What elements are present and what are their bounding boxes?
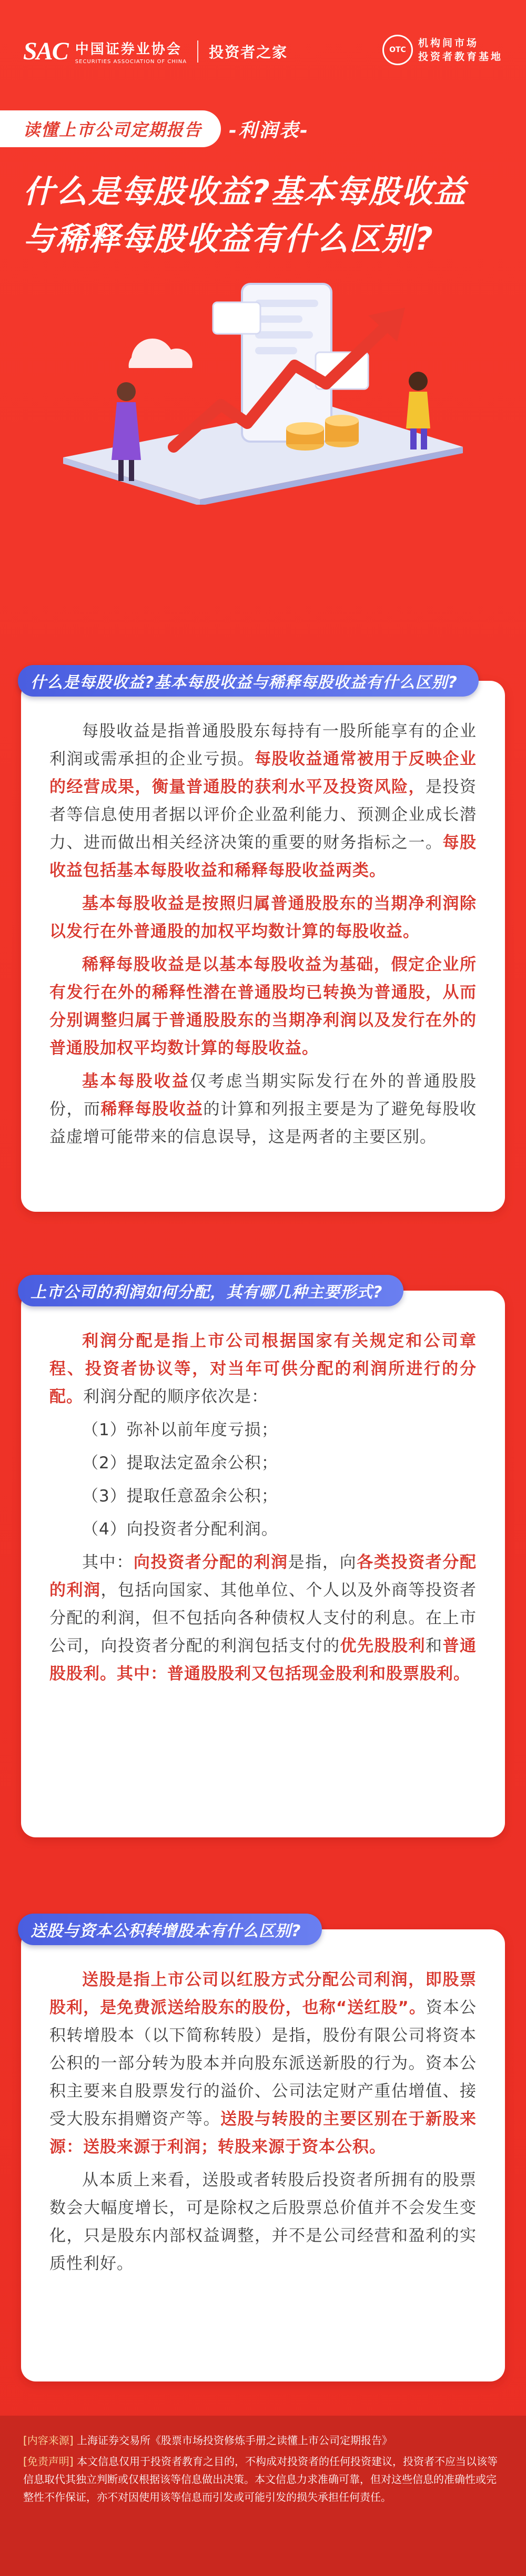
section-card-profit	[21, 1283, 505, 1837]
paragraph: 送股是指上市公司以红股方式分配公司利润，即股票股利，是免费派送给股东的股份，也称“送红股”。资本公积转增股本（以下简称转股）是指，股份有限公司将资本公积的一部分转为股本并向股东派送新股的行为。资本公积主要来自股票发行的溢价、公司法定财产重估增值、接受大股东捐赠资产等。送股与转股的主要区别在于新股来源：送股来源于利润；转股来源于资本公积。	[49, 1970, 477, 2156]
section-heading-eps	[18, 665, 479, 697]
investor-home-label: 投资者之家	[209, 43, 288, 61]
paragraph: 利润分配是指上市公司根据国家有关规定和公司章程、投资者协议等，对当年可供分配的利润所进行的分配。利润分配的顺序依次是：	[49, 1332, 477, 1406]
list-item: （3）提取任意盈余公积；	[82, 1487, 278, 1506]
otc-line2: 投资者教育基地	[418, 51, 503, 63]
paragraph: 从本质上来看，送股或者转股后投资者所拥有的股票数会大幅度增长，可是除权之后股票总价值并不会发生变化，只是股东内部权益调整，并不是公司经营和盈利的实质性利好。	[49, 2171, 477, 2273]
content-source: [内容来源] 上海证券交易所《股票市场投资修炼手册之读懂上市公司定期报告》	[23, 2434, 392, 2447]
person-right-body	[406, 392, 430, 428]
paragraph: 每股收益是指普通股股东每持有一股所能享有的企业利润或需承担的企业亏损。每股收益通常被用于反映企业的经营成果，衡量普通股的获利水平及投资风险，是投资者等信息使用者据以评价企业盈利能力、预测企业成长潜力、进而做出相关经济决策的重要的财务指标之一。每股收益包括基本每股收益和稀释每股收益两类。	[49, 722, 477, 880]
list-item: （4）向投资者分配利润。	[82, 1520, 278, 1539]
otc-brand-text	[418, 36, 503, 64]
page-footer	[0, 2416, 526, 2576]
paragraph: 其中：向投资者分配的利润是指，向各类投资者分配的利润，包括向国家、其他单位、个人以及外商等投资者分配的利润，但不包括向各种债权人支付的利息。在上市公司，向投资者分配的利润包括支付的优先股股利和普通股股利。其中：普通股股利又包括现金股利和股票股利。	[49, 1553, 477, 1683]
section-body-eps	[21, 681, 505, 1183]
section-heading-text: 上市公司的利润如何分配，其有哪几种主要形式?	[31, 1283, 383, 1302]
sac-logo: SAC	[23, 37, 68, 65]
cloud-icon	[129, 339, 193, 368]
title-line-2: 与稀释每股收益有什么区别?	[23, 221, 434, 258]
sac-org-cn: 中国证券业协会	[75, 41, 182, 57]
section-heading-text: 送股与资本公积转增股本有什么区别?	[31, 1922, 301, 1940]
person-right-head	[409, 372, 428, 391]
section-heading-bonus	[18, 1914, 322, 1945]
person-left-head	[117, 382, 136, 401]
section-body-profit	[21, 1291, 505, 1720]
series-pill	[0, 110, 221, 147]
paragraph: 基本每股收益仅考虑当期实际发行在外的普通股股份，而稀释每股收益的计算和列报主要是为了避免每股收益虚增可能带来的信息误导，这是两者的主要区别。	[49, 1072, 477, 1147]
disclaimer: [免责声明] 本文信息仅用于投资者教育之目的，不构成对投资者的任何投资建议，投资者不应当以该等信息取代其独立判断或仅根据该等信息做出决策。本文信息力求准确可靠，但对这些信息的准确性或完整性不作保证，亦不对因使用该等信息而引发或可能引发的损失承担任何责任。	[23, 2455, 498, 2503]
paragraph: 基本每股收益是按照归属普通股股东的当期净利润除以发行在外普通股的加权平均数计算的每股收益。	[49, 894, 477, 941]
brand-divider	[197, 40, 198, 63]
sac-brand[interactable]	[23, 37, 288, 66]
coin-stack-icon	[286, 422, 324, 435]
sac-brand-text	[75, 38, 187, 65]
list-item: （2）提取法定盈余公积；	[82, 1454, 278, 1473]
doc-card-left	[213, 302, 260, 334]
section-card-bonus	[21, 1922, 505, 2381]
section-body-bonus	[21, 1929, 505, 2309]
section-heading-profit	[18, 1275, 403, 1306]
growth-illustration	[0, 273, 526, 505]
series-subtitle: -利润表-	[229, 120, 309, 141]
title-line-1: 什么是每股收益?基本每股收益	[23, 173, 467, 210]
section-card-eps	[21, 673, 505, 1212]
section-heading-text: 什么是每股收益?基本每股收益与稀释每股收益有什么区别?	[31, 673, 458, 692]
person-left-body	[112, 402, 141, 460]
series-banner	[0, 110, 526, 147]
sac-org-en: SECURITIES ASSOCIATION OF CHINA	[75, 58, 187, 65]
series-title: 读懂上市公司定期报告	[23, 120, 203, 140]
page-header	[0, 0, 526, 100]
otc-brand[interactable]	[382, 35, 503, 65]
paragraph: 稀释每股收益是以基本每股收益为基础，假定企业所有发行在外的稀释性潜在普通股均已转换为普通股，从而分别调整归属于普通股股东的当期净利润以及发行在外的普通股加权平均数计算的每股收益。	[49, 955, 477, 1058]
otc-line1: 机构间市场	[418, 37, 479, 49]
otc-logo-icon: OTC	[382, 35, 413, 65]
page-title	[23, 168, 507, 263]
list-item: （1）弥补以前年度亏损；	[82, 1420, 278, 1439]
